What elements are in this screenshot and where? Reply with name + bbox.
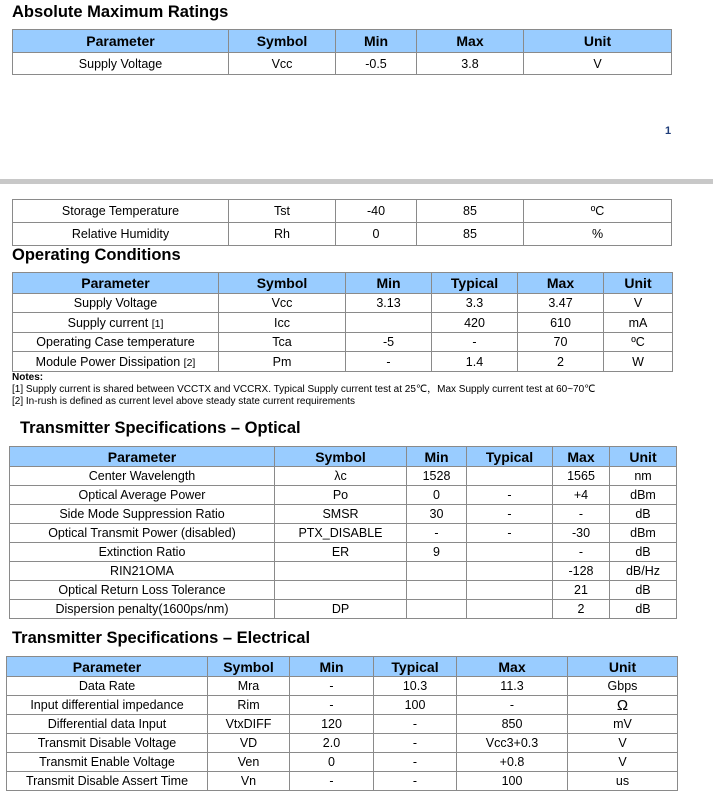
table-row [10,486,677,505]
table-cell: - [467,524,553,543]
table-cell: Optical Average Power [10,486,275,505]
table-cell: 85 [417,200,524,223]
footnote-ref: [2] [183,356,196,369]
footnote-ref: [1] [151,317,164,330]
tx-electrical-table [6,656,678,791]
table-cell: dB [610,581,677,600]
table-cell: - [290,772,374,791]
col-header: Symbol [229,30,336,53]
table-cell: Rh [229,223,336,246]
table-cell: - [346,352,432,372]
table-cell: 2 [518,352,604,372]
table-cell: Vcc [219,294,346,313]
table-cell: 85 [417,223,524,246]
table-cell: Po [275,486,407,505]
table-cell: - [407,524,467,543]
table-cell: -128 [553,562,610,581]
table-row [10,600,677,619]
table-cell: Ω [568,696,678,715]
table-cell: - [553,543,610,562]
col-header: Max [417,30,524,53]
table-cell: 0 [290,753,374,772]
table-row [7,677,678,696]
abs-max-table [12,29,672,75]
table-cell: -5 [346,333,432,352]
table-cell [467,581,553,600]
table-cell: Dispersion penalty(1600ps/nm) [10,600,275,619]
param-label: Operating Case temperature [36,335,195,349]
table-cell: dB [610,600,677,619]
table-cell: 2 [553,600,610,619]
table-cell: 0 [407,486,467,505]
table-cell: 0 [336,223,417,246]
table-cell: λc [275,467,407,486]
table-cell: 11.3 [457,677,568,696]
table-cell: 420 [432,313,518,333]
table-cell [13,352,219,372]
table-cell: Transmit Disable Voltage [7,734,208,753]
col-header: Parameter [7,657,208,677]
table-cell: 850 [457,715,568,734]
table-cell [346,313,432,333]
table-cell: - [290,677,374,696]
table-cell [467,562,553,581]
table-cell: 3.3 [432,294,518,313]
table-cell: Mra [208,677,290,696]
table-cell: W [604,352,673,372]
table-cell [275,581,407,600]
table-cell [407,581,467,600]
table-cell: Gbps [568,677,678,696]
abs-max-cont-table [12,199,672,246]
page-divider [0,179,713,184]
table-cell: dBm [610,486,677,505]
note-1: [1] Supply current is shared between VCCTX and VCCRX. Typical Supply current test at 25℃，Max Supply current test at 60~70℃ [12,384,596,395]
table-cell: V [568,753,678,772]
table-cell: - [467,505,553,524]
table-cell: ºC [604,333,673,352]
col-header: Symbol [208,657,290,677]
col-header: Max [518,273,604,294]
tx-electrical-title: Transmitter Specifications – Electrical [12,629,311,647]
notes-label: Notes: [12,372,44,383]
table-cell: - [457,696,568,715]
table-cell: 10.3 [374,677,457,696]
col-header: Unit [568,657,678,677]
table-cell [407,600,467,619]
table-cell: DP [275,600,407,619]
table-cell: Extinction Ratio [10,543,275,562]
table-cell: Pm [219,352,346,372]
table-cell [467,600,553,619]
table-cell [467,543,553,562]
table-row [13,294,673,313]
table-row [10,505,677,524]
col-header: Typical [374,657,457,677]
table-cell: nm [610,467,677,486]
table-cell: Side Mode Suppression Ratio [10,505,275,524]
tx-optical-title: Transmitter Specifications – Optical [20,419,301,437]
table-cell: 2.0 [290,734,374,753]
table-cell: SMSR [275,505,407,524]
param-label: Supply Voltage [73,296,158,310]
table-cell: Input differential impedance [7,696,208,715]
table-cell: Optical Return Loss Tolerance [10,581,275,600]
table-row [13,223,672,246]
table-row [10,562,677,581]
col-header: Unit [610,447,677,467]
param-label: Supply current [67,315,149,330]
table-cell: Center Wavelength [10,467,275,486]
table-cell: Differential data Input [7,715,208,734]
table-row [7,772,678,791]
page-number: 1 [665,125,672,137]
table-header-row [13,273,673,294]
tx-optical-table [9,446,677,619]
table-row [10,581,677,600]
table-cell: - [374,753,457,772]
table-header-row [7,657,678,677]
table-cell: - [374,772,457,791]
table-cell: mV [568,715,678,734]
table-cell [407,562,467,581]
table-row [13,53,672,75]
col-header: Min [336,30,417,53]
table-cell: - [467,486,553,505]
table-cell: Relative Humidity [13,223,229,246]
table-cell [13,333,219,352]
table-cell: 100 [374,696,457,715]
table-row [7,734,678,753]
table-cell: - [553,505,610,524]
table-cell: Tst [229,200,336,223]
table-cell: 9 [407,543,467,562]
col-header: Parameter [13,273,219,294]
table-cell: 3.8 [417,53,524,75]
table-row [10,524,677,543]
table-cell: dB/Hz [610,562,677,581]
table-cell: +0.8 [457,753,568,772]
table-cell: 100 [457,772,568,791]
table-row [13,200,672,223]
table-cell: Tca [219,333,346,352]
table-cell [467,467,553,486]
table-cell: -30 [553,524,610,543]
table-cell: - [432,333,518,352]
col-header: Symbol [275,447,407,467]
table-cell: Rim [208,696,290,715]
table-cell [13,313,219,333]
table-row [10,467,677,486]
table-cell: ºC [524,200,672,223]
table-cell: 1565 [553,467,610,486]
table-cell: +4 [553,486,610,505]
table-cell: us [568,772,678,791]
table-cell: ER [275,543,407,562]
table-cell: Ven [208,753,290,772]
table-cell: Optical Transmit Power (disabled) [10,524,275,543]
table-cell: 120 [290,715,374,734]
table-header-row [13,30,672,53]
col-header: Max [553,447,610,467]
col-header: Symbol [219,273,346,294]
abs-max-title: Absolute Maximum Ratings [12,3,229,21]
table-cell: -0.5 [336,53,417,75]
table-cell: RIN21OMA [10,562,275,581]
table-cell [275,562,407,581]
table-cell: - [374,715,457,734]
table-cell: 3.13 [346,294,432,313]
notes [12,372,595,408]
table-cell: 1.4 [432,352,518,372]
table-cell: dB [610,543,677,562]
table-cell: mA [604,313,673,333]
op-cond-table [12,272,673,372]
col-header: Typical [432,273,518,294]
table-cell: dB [610,505,677,524]
col-header: Parameter [10,447,275,467]
table-cell: Vcc [229,53,336,75]
table-cell: Storage Temperature [13,200,229,223]
table-cell: Supply Voltage [13,53,229,75]
table-cell: Icc [219,313,346,333]
table-cell: 610 [518,313,604,333]
table-cell: V [524,53,672,75]
table-cell: 30 [407,505,467,524]
table-cell: Vn [208,772,290,791]
table-cell: VtxDIFF [208,715,290,734]
param-label: Module Power Dissipation [35,354,181,369]
col-header: Unit [524,30,672,53]
table-row [13,333,673,352]
table-cell: % [524,223,672,246]
table-row [10,543,677,562]
table-cell: 70 [518,333,604,352]
table-cell: Transmit Disable Assert Time [7,772,208,791]
table-cell: 3.47 [518,294,604,313]
col-header: Unit [604,273,673,294]
op-cond-title: Operating Conditions [12,246,181,264]
table-row [7,753,678,772]
table-cell: Data Rate [7,677,208,696]
col-header: Max [457,657,568,677]
col-header: Min [290,657,374,677]
table-cell [13,294,219,313]
table-cell: V [568,734,678,753]
table-cell: - [290,696,374,715]
table-header-row [10,447,677,467]
col-header: Parameter [13,30,229,53]
table-cell: - [374,734,457,753]
table-cell: Vcc3+0.3 [457,734,568,753]
note-2: [2] In-rush is defined as current level above steady state current requirements [12,396,355,407]
table-cell: 1528 [407,467,467,486]
table-row [13,352,673,372]
col-header: Min [346,273,432,294]
table-cell: Transmit Enable Voltage [7,753,208,772]
table-row [7,715,678,734]
table-cell: dBm [610,524,677,543]
col-header: Typical [467,447,553,467]
table-cell: 21 [553,581,610,600]
table-cell: -40 [336,200,417,223]
table-cell: PTX_DISABLE [275,524,407,543]
table-cell: V [604,294,673,313]
table-row [7,696,678,715]
col-header: Min [407,447,467,467]
table-row [13,313,673,333]
table-cell: VD [208,734,290,753]
